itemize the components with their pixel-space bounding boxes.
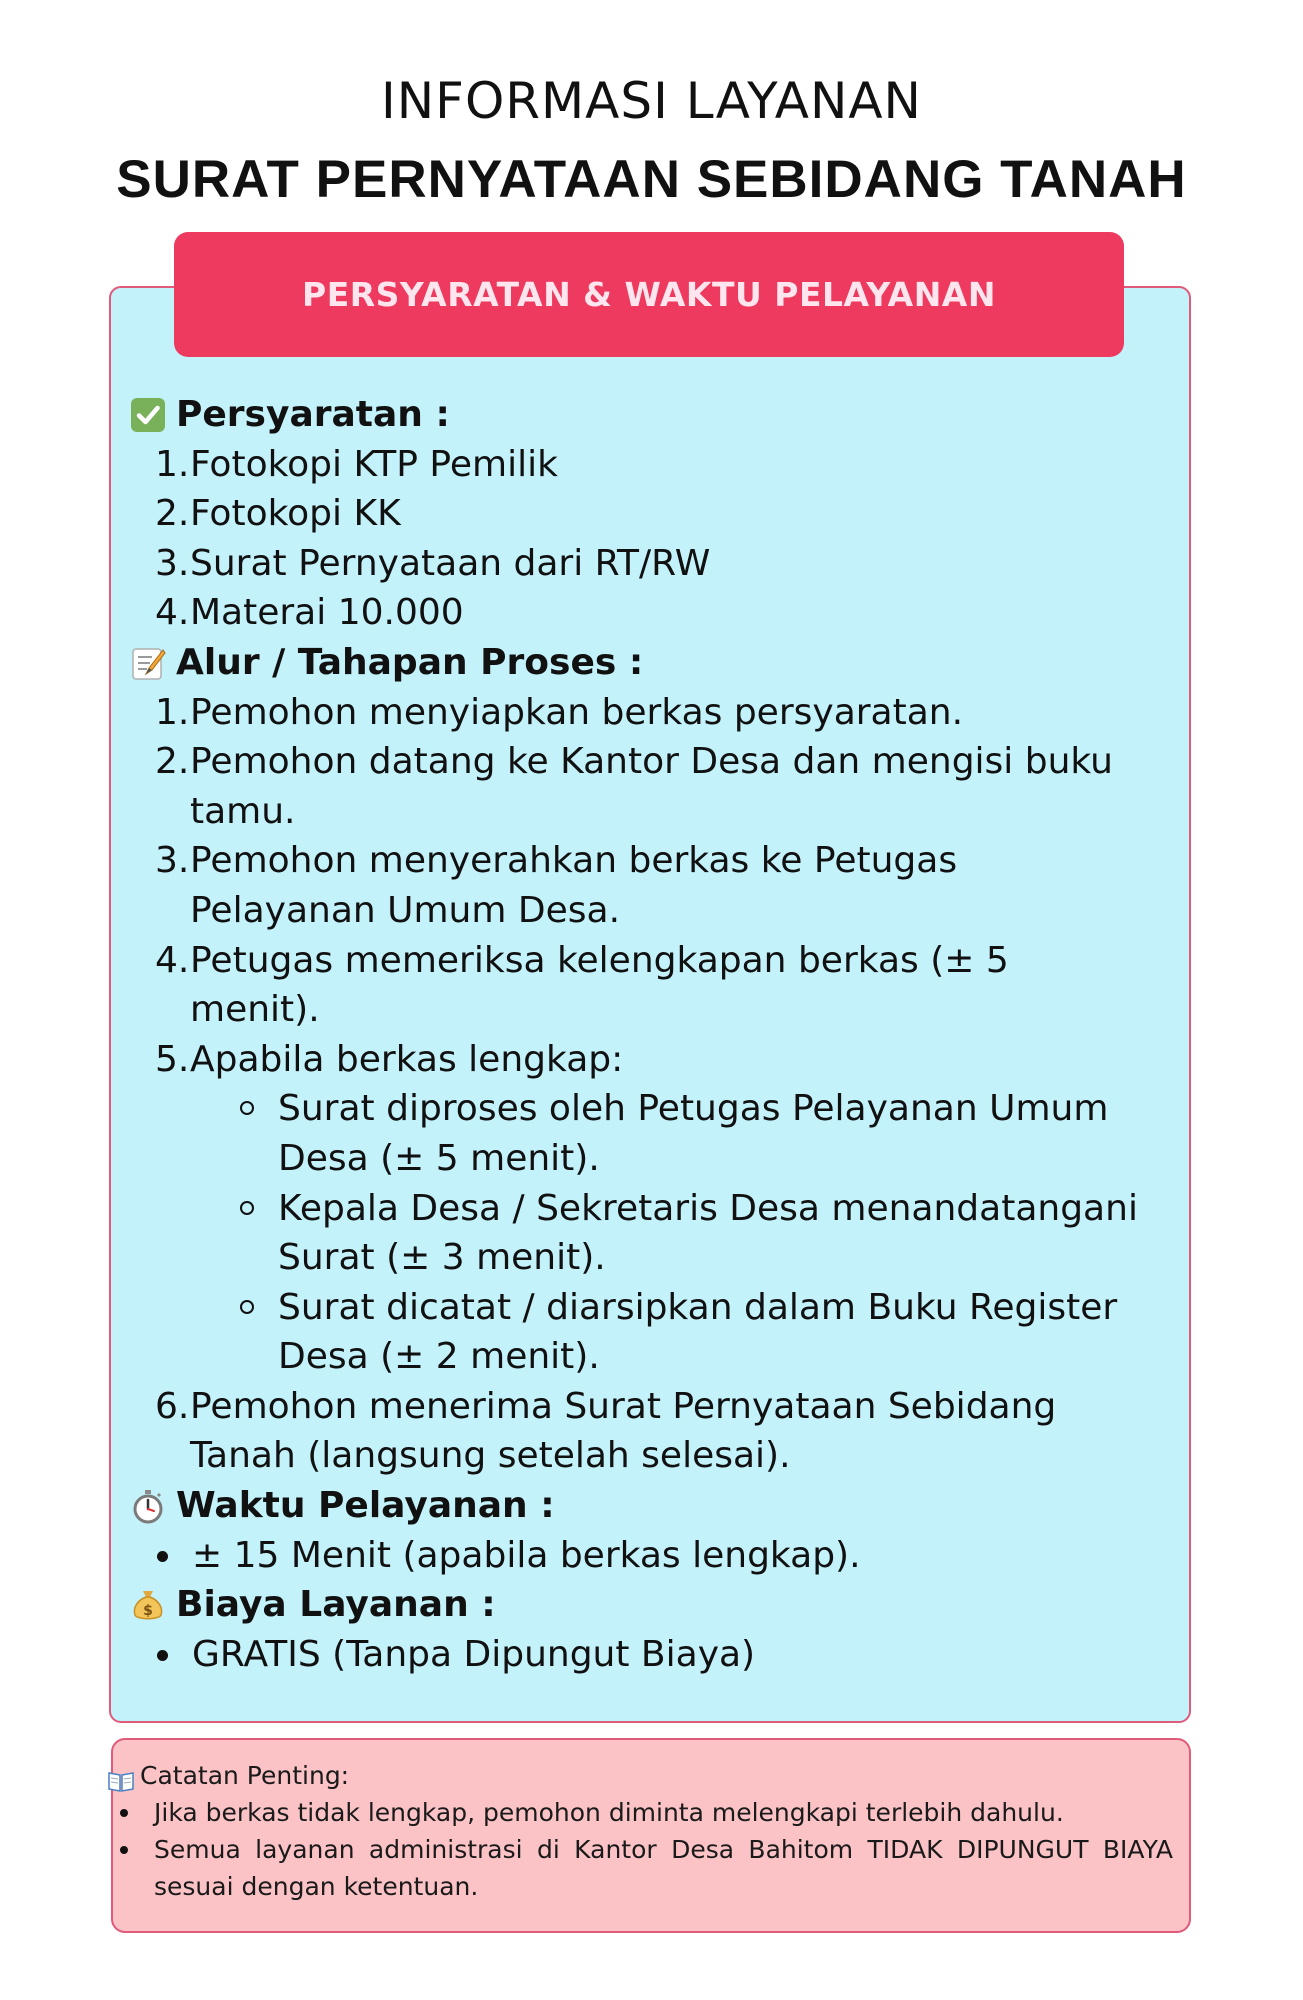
list-item: 3. Surat Pernyataan dari RT/RW [155, 542, 711, 584]
cost-heading-text: Biaya Layanan : [176, 1584, 496, 1626]
list-item: 4. Materai 10.000 [155, 592, 464, 634]
list-item: Surat dicatat / diarsipkan dalam Buku Register Desa (± 2 menit). [240, 1283, 1180, 1382]
list-item: 4. Petugas memeriksa kelengkapan berkas (± 5 menit). [155, 939, 1009, 1031]
page-title-line-1: INFORMASI LAYANAN [381, 72, 922, 130]
process-heading [130, 638, 1180, 688]
requirements-heading-text: Persyaratan : [176, 394, 450, 435]
memo-icon [130, 645, 166, 681]
list-item: 5. Apabila berkas lengkap: [155, 1038, 624, 1080]
info-content [130, 390, 1180, 1679]
list-item: Jika berkas tidak lengkap, pemohon diminta melengkapi terlebih dahulu. [120, 1794, 1173, 1831]
note-title-text: Catatan Penting: [140, 1761, 350, 1790]
cost-list [157, 1630, 1180, 1680]
requirements-list [155, 440, 1180, 638]
check-mark-icon [130, 397, 166, 433]
list-item: 3. Pemohon menyerahkan berkas ke Petugas Pelayanan Umum Desa. [155, 840, 958, 931]
list-item: 2. Pemohon datang ke Kantor Desa dan mengisi buku tamu. [155, 741, 1113, 832]
list-item: GRATIS (Tanpa Dipungut Biaya) [157, 1630, 1180, 1680]
process-substeps-list [240, 1084, 1180, 1382]
list-item: Semua layanan administrasi di Kantor Desa Bahitom TIDAK DIPUNGUT BIAYA sesuai dengan ketentuan. [120, 1831, 1173, 1905]
list-item: Kepala Desa / Sekretaris Desa menandatangani Surat (± 3 menit). [240, 1184, 1180, 1283]
process-heading-text: Alur / Tahapan Proses : [176, 641, 644, 683]
list-item: 2. Fotokopi KK [155, 493, 401, 535]
svg-text:$: $ [143, 1603, 153, 1620]
page-title-line-2: SURAT PERNYATAAN SEBIDANG TANAH [116, 150, 1187, 209]
stopwatch-icon [130, 1488, 166, 1524]
list-item: Surat diproses oleh Petugas Pelayanan Umum Desa (± 5 menit). [240, 1084, 1180, 1183]
money-bag-icon [130, 1587, 166, 1623]
process-steps-list [155, 688, 1180, 1482]
important-note [108, 1757, 1173, 1905]
cost-heading [130, 1580, 1180, 1630]
list-item: ± 15 Menit (apabila berkas lengkap). [157, 1531, 1180, 1581]
section-header-banner [174, 232, 1124, 357]
service-time-list [157, 1531, 1180, 1581]
note-title [108, 1757, 1173, 1794]
section-header-text: PERSYARATAN & WAKTU PELAYANAN [302, 275, 996, 314]
requirements-heading [130, 390, 1180, 440]
service-time-heading [130, 1481, 1180, 1531]
open-book-icon [108, 1765, 134, 1787]
list-item: 1. Fotokopi KTP Pemilik [155, 443, 558, 485]
list-item: 1. Pemohon menyiapkan berkas persyaratan. [155, 691, 964, 733]
list-item: 6. Pemohon menerima Surat Pernyataan Sebidang Tanah (langsung setelah selesai). [155, 1385, 1057, 1477]
service-time-heading-text: Waktu Pelayanan : [176, 1485, 555, 1527]
